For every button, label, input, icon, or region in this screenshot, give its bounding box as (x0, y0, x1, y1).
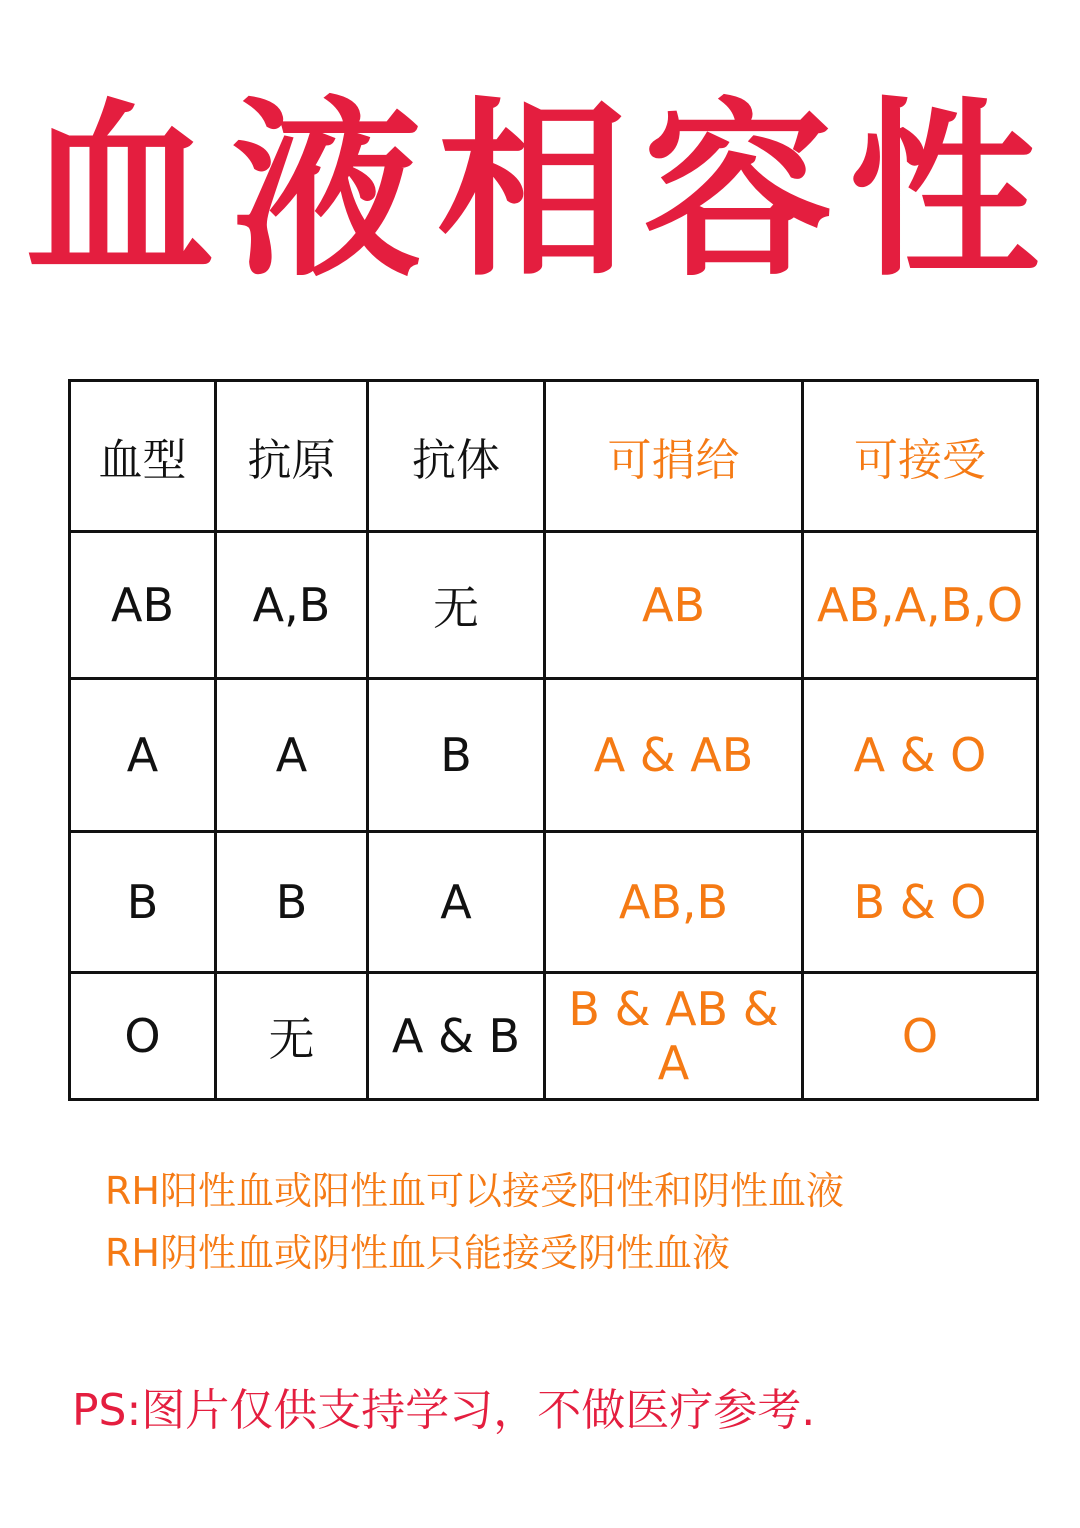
header-blood-type: 血型 (70, 381, 216, 532)
header-antibody: 抗体 (368, 381, 545, 532)
cell-can-receive-from: O (803, 973, 1038, 1100)
cell-blood-type: A (70, 679, 216, 832)
note-rh-negative: RH阴性血或阴性血只能接受阴性血液 (105, 1231, 730, 1275)
cell-blood-type: B (70, 832, 216, 973)
cell-antibody: A (368, 832, 545, 973)
table-row (70, 973, 1038, 1100)
cell-antigen: 无 (216, 973, 368, 1100)
cell-antibody: 无 (368, 532, 545, 679)
blood-compatibility-table (68, 379, 1039, 1101)
table-header-row (70, 381, 1038, 532)
cell-blood-type: O (70, 973, 216, 1100)
table-row (70, 832, 1038, 973)
table-row (70, 532, 1038, 679)
cell-antigen: B (216, 832, 368, 973)
cell-can-donate-to: AB,B (545, 832, 803, 973)
cell-antibody: B (368, 679, 545, 832)
page-title: 血液相容性 (24, 81, 1055, 302)
header-can-receive-from: 可接受 (803, 381, 1038, 532)
table-row (70, 679, 1038, 832)
cell-can-donate-to: AB (545, 532, 803, 679)
note-rh-positive: RH阳性血或阳性血可以接受阳性和阴性血液 (105, 1169, 844, 1213)
cell-can-donate-to: A & AB (545, 679, 803, 832)
disclaimer: PS:图片仅供支持学习，不做医疗参考. (72, 1385, 816, 1436)
cell-antigen: A (216, 679, 368, 832)
header-antigen: 抗原 (216, 381, 368, 532)
cell-can-donate-to: B & AB & A (545, 973, 803, 1100)
cell-antigen: A,B (216, 532, 368, 679)
cell-can-receive-from: B & O (803, 832, 1038, 973)
cell-blood-type: AB (70, 532, 216, 679)
header-can-donate-to: 可捐给 (545, 381, 803, 532)
cell-can-receive-from: A & O (803, 679, 1038, 832)
cell-antibody: A & B (368, 973, 545, 1100)
cell-can-receive-from: AB,A,B,O (803, 532, 1038, 679)
